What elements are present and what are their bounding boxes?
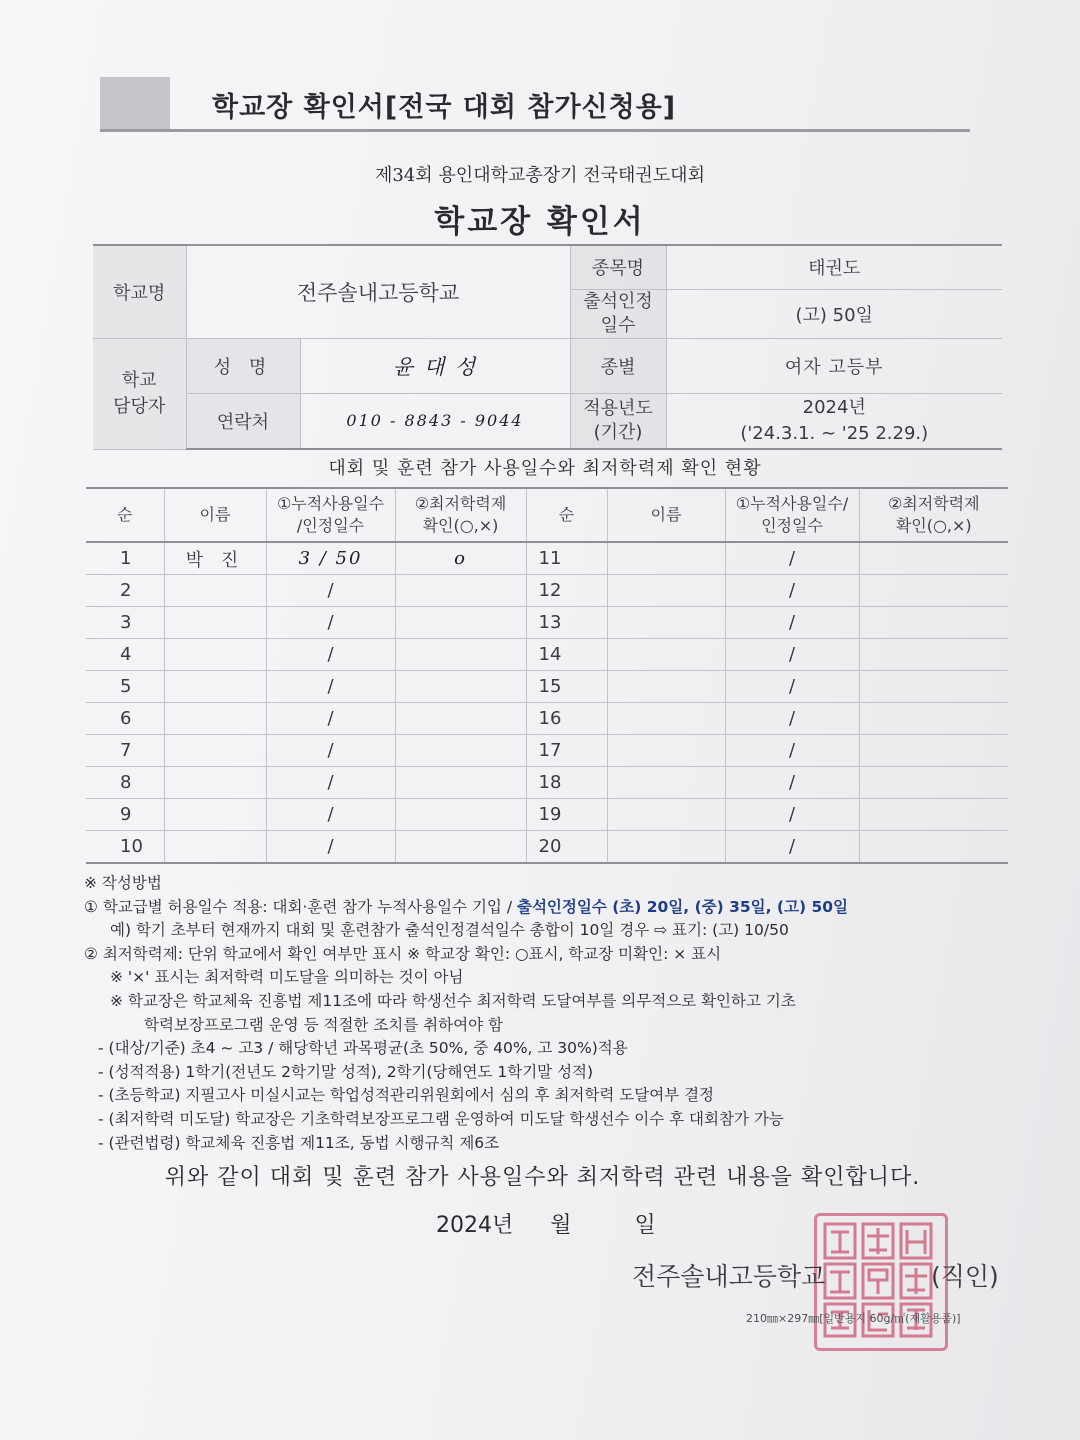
days-used-left: / (266, 767, 395, 799)
row-number-left: 8 (86, 767, 164, 799)
header-academic-line2: 확인(○,×) (422, 516, 499, 535)
days-used-right: / (725, 831, 859, 864)
row-number-right: 15 (526, 671, 607, 703)
form-type-title: 학교장 확인서[전국 대회 참가신청용] (212, 92, 677, 123)
row-number-left: 6 (86, 703, 164, 735)
days-used-left: / (266, 575, 395, 607)
days-used-left: / (266, 607, 395, 639)
attendance-days-value: (고) 50일 (666, 289, 1002, 338)
academic-check-left (395, 671, 526, 703)
year-label-line2: (기간) (593, 421, 643, 443)
row-number-right: 20 (526, 831, 607, 864)
date-day: 일 (634, 1213, 656, 1238)
manager-name-label: 성 명 (186, 338, 300, 393)
row-number-right: 13 (526, 607, 607, 639)
header-no-right: 순 (526, 488, 607, 542)
athlete-name-left (164, 607, 266, 639)
confirmation-date (436, 1208, 656, 1239)
athlete-name-left (164, 831, 266, 864)
days-used-right: / (725, 703, 859, 735)
category-label: 종별 (570, 338, 666, 393)
table-row (86, 639, 1008, 671)
row-number-right: 11 (526, 542, 607, 575)
athlete-name-left (164, 799, 266, 831)
document-title: 학교장 확인서 (434, 204, 646, 240)
form-header (100, 77, 970, 132)
row-number-left: 1 (86, 542, 164, 575)
athlete-name-right (607, 703, 725, 735)
attendance-label-line2: 일수 (600, 314, 636, 336)
academic-check-left: o (395, 542, 526, 575)
athlete-name-left (164, 767, 266, 799)
header-academic-right-line2: 확인(○,×) (895, 516, 972, 535)
contact-value: 010 - 8843 - 9044 (300, 393, 570, 449)
header-days-right (725, 488, 859, 542)
school-name-value: 전주솔내고등학교 (186, 245, 570, 338)
manager-label-line2: 담당자 (113, 395, 166, 417)
school-name-label: 학교명 (93, 245, 186, 338)
bullet-1: - (대상/기준) 초4 ~ 고3 / 해당학년 과목평균(초 50%, 중 40%, 고 30%)적용 (98, 1039, 628, 1058)
athlete-name-right (607, 671, 725, 703)
confirmation-statement: 위와 같이 대회 및 훈련 참가 사용일수와 최저학력 관련 내용을 확인합니다. (164, 1165, 921, 1190)
header-academic-right-line1: ②최저학력제 (887, 494, 980, 513)
athlete-name-left (164, 735, 266, 767)
table-row (86, 671, 1008, 703)
athlete-name-left (164, 575, 266, 607)
year-label-line1: 적용년도 (583, 397, 653, 419)
signature-role: (직인) (931, 1262, 999, 1291)
note-1-example: 예) 학기 초부터 현재까지 대회 및 훈련참가 출석인정결석일수 총합이 10일 경우 ⇨ 표기: (고) 10/50 (110, 921, 789, 940)
date-year: 2024년 (436, 1213, 514, 1238)
athlete-name-right (607, 767, 725, 799)
academic-check-right (859, 799, 1008, 831)
header-accent-block (100, 77, 170, 129)
athlete-name-right (607, 575, 725, 607)
academic-check-right (859, 607, 1008, 639)
days-used-left: / (266, 639, 395, 671)
academic-check-left (395, 767, 526, 799)
academic-check-right (859, 703, 1008, 735)
days-used-right: / (725, 671, 859, 703)
date-month: 월 (550, 1213, 572, 1238)
academic-check-left (395, 703, 526, 735)
academic-check-left (395, 607, 526, 639)
table-row (86, 799, 1008, 831)
year-value (666, 393, 1002, 449)
athlete-name-left (164, 703, 266, 735)
days-used-left: / (266, 671, 395, 703)
year-value-line1: 2024년 (802, 396, 866, 418)
athlete-name-right (607, 639, 725, 671)
days-used-left: 3 / 50 (266, 542, 395, 575)
instructions (84, 872, 1024, 1155)
row-number-left: 10 (86, 831, 164, 864)
row-number-left: 7 (86, 735, 164, 767)
year-value-line2: ('24.3.1. ~ '25 2.29.) (740, 422, 929, 444)
official-seal-stamp (814, 1213, 948, 1351)
row-number-right: 19 (526, 799, 607, 831)
days-used-right: / (725, 767, 859, 799)
competition-name: 제34회 용인대학교총장기 전국태권도대회 (375, 165, 705, 186)
athlete-name-left (164, 671, 266, 703)
academic-check-left (395, 799, 526, 831)
header-no: 순 (86, 488, 164, 542)
row-number-right: 18 (526, 767, 607, 799)
note-1-text: ① 학교급별 허용일수 적용: 대회·훈련 참가 누적사용일수 기입 / (84, 897, 517, 916)
header-name: 이름 (164, 488, 266, 542)
days-used-left: / (266, 735, 395, 767)
academic-check-right (859, 575, 1008, 607)
header-days-right-line1: ①누적사용일수/ (735, 494, 849, 513)
year-label (570, 393, 666, 449)
athlete-name-right (607, 831, 725, 864)
academic-check-right (859, 735, 1008, 767)
academic-check-left (395, 639, 526, 671)
table-row (86, 607, 1008, 639)
athlete-name-right (607, 799, 725, 831)
days-used-left: / (266, 703, 395, 735)
row-number-right: 17 (526, 735, 607, 767)
academic-check-left (395, 735, 526, 767)
header-days-line1: ①누적사용일수 (276, 494, 385, 513)
table-row (86, 575, 1008, 607)
manager-name-value: 윤 대 성 (300, 338, 570, 393)
note-2-sub2-cont: 학력보장프로그램 운영 등 적절한 조치를 취하여야 함 (144, 1015, 503, 1034)
header-days-line2: /인정일수 (296, 516, 365, 535)
row-number-right: 12 (526, 575, 607, 607)
bullet-5: - (관련법령) 학교체육 진흥법 제11조, 동법 시행규칙 제6조 (98, 1133, 500, 1152)
table-row (86, 735, 1008, 767)
row-number-left: 2 (86, 575, 164, 607)
note-2-sub2: ※ 학교장은 학교체육 진흥법 제11조에 따라 학생선수 최저학력 도달여부를 의무적으로 확인하고 기초 (110, 991, 796, 1010)
notes-heading: ※ 작성방법 (84, 874, 162, 892)
category-value: 여자 고등부 (666, 338, 1002, 393)
bullet-3: - (초등학교) 지필고사 미실시교는 학업성적관리위원회에서 심의 후 최저학력 도달여부 결정 (98, 1086, 715, 1105)
table-row (86, 767, 1008, 799)
event-label: 종목명 (570, 245, 666, 289)
row-number-left: 4 (86, 639, 164, 671)
days-used-right: / (725, 607, 859, 639)
header-days-right-line2: 인정일수 (761, 516, 823, 535)
academic-check-right (859, 767, 1008, 799)
table-row (86, 703, 1008, 735)
manager-label (93, 338, 186, 449)
academic-check-right (859, 831, 1008, 864)
athlete-name-right (607, 542, 725, 575)
event-value: 태권도 (666, 245, 1002, 289)
note-1 (84, 896, 1024, 920)
athlete-roster-table (86, 487, 1008, 864)
contact-label: 연락처 (186, 393, 300, 449)
academic-check-right (859, 671, 1008, 703)
days-used-right: / (725, 575, 859, 607)
note-1-highlight: 출석인정일수 (초) 20일, (중) 35일, (고) 50일 (516, 897, 849, 916)
roster-section-title: 대회 및 훈련 참가 사용일수와 최저학력제 확인 현황 (328, 458, 762, 479)
athlete-name-right (607, 607, 725, 639)
days-used-right: / (725, 735, 859, 767)
academic-check-right (859, 542, 1008, 575)
athlete-name-left (164, 639, 266, 671)
athlete-name-left: 박 진 (164, 542, 266, 575)
table-row (86, 831, 1008, 864)
manager-label-line1: 학교 (121, 369, 157, 391)
table-row (86, 542, 1008, 575)
days-used-right: / (725, 639, 859, 671)
row-number-left: 3 (86, 607, 164, 639)
header-academic-line1: ②최저학력제 (414, 494, 507, 513)
signature-school-name: 전주솔내고등학교 (632, 1262, 826, 1291)
header-academic (395, 488, 526, 542)
row-number-left: 5 (86, 671, 164, 703)
days-used-left: / (266, 799, 395, 831)
row-number-left: 9 (86, 799, 164, 831)
attendance-days-label (570, 289, 666, 338)
attendance-label-line1: 출석인정 (583, 290, 653, 312)
header-days (266, 488, 395, 542)
academic-check-left (395, 831, 526, 864)
academic-check-right (859, 639, 1008, 671)
days-used-right: / (725, 799, 859, 831)
school-info-table (93, 244, 1002, 450)
note-2-sub1: ※ '×' 표시는 최저학력 미도달을 의미하는 것이 아님 (110, 968, 464, 987)
academic-check-left (395, 575, 526, 607)
days-used-right: / (725, 542, 859, 575)
row-number-right: 14 (526, 639, 607, 671)
header-name-right: 이름 (607, 488, 725, 542)
days-used-left: / (266, 831, 395, 864)
bullet-2: - (성적적용) 1학기(전년도 2학기말 성적), 2학기(당해연도 1학기말 성적) (98, 1062, 594, 1081)
note-2: ② 최저학력제: 단위 학교에서 확인 여부만 표시 ※ 학교장 확인: ○표시, 학교장 미확인: × 표시 (84, 944, 722, 963)
paper-specification: 210㎜×297㎜[일반용지 60g/㎡(재활용품)] (746, 1312, 961, 1325)
athlete-name-right (607, 735, 725, 767)
row-number-right: 16 (526, 703, 607, 735)
bullet-4: - (최저학력 미도달) 학교장은 기초학력보장프로그램 운영하여 미도달 학생선수 이수 후 대회참가 가능 (98, 1109, 784, 1128)
header-academic-right (859, 488, 1008, 542)
